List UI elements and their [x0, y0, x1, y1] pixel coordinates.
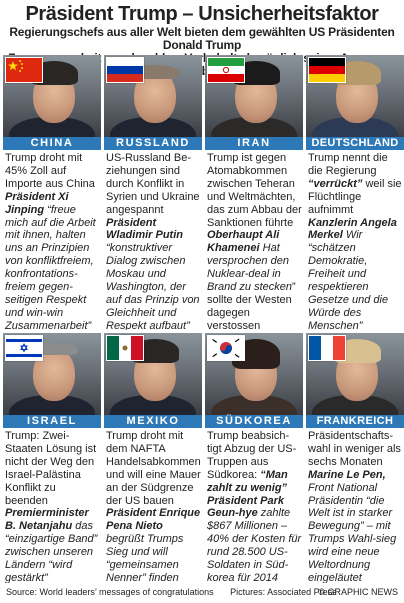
- iran-flag-icon: [207, 57, 245, 83]
- leader-quote: Wir “schätzen Demokratie, Freiheit und respektieren Gesetze und die Würde des Menschen”: [308, 229, 389, 330]
- cell-russland: [104, 55, 202, 330]
- source-text: Source: World leaders’ messages of congratulations: [6, 587, 214, 597]
- quoted-phrase: “Man zahlt zu wenig”: [207, 468, 288, 494]
- leader-quote: das “einzigartige Band” zwischen unseren Ländern “wird gestärkt”: [5, 520, 98, 583]
- cell-frankreich: [306, 333, 404, 583]
- context-text: Präsidentschafts-wahl in weniger als sechs Monaten: [308, 430, 401, 468]
- cell-text: [5, 430, 100, 583]
- cell-suedkorea: [205, 333, 303, 583]
- cell-iran: [205, 55, 303, 330]
- context-text: Trump nennt die die Regierung: [308, 152, 388, 177]
- country-label: FRANKREICH: [306, 415, 404, 428]
- country-label: CHINA: [3, 137, 101, 150]
- country-label: DEUTSCHLAND: [306, 137, 404, 150]
- cell-text: [207, 430, 302, 583]
- leader-name: Premierminister B. Netanjahu: [5, 507, 89, 533]
- leader-quote-end: ” sollte der Westen dagegen verstossen: [207, 281, 296, 330]
- cell-china: [3, 55, 101, 330]
- leader-name: Präsident Xi Jinping: [5, 190, 69, 216]
- france-flag-icon: [308, 335, 346, 361]
- cell-text: [106, 152, 201, 330]
- leader-name: Kanzlerin Angela Merkel: [308, 216, 397, 242]
- leader-quote: Hat versprochen den Nuklear-deal in Brand zu stecken: [207, 242, 292, 294]
- leader-quote: begrüßt Trumps Sieg und will “gemeinsamen Nenner” finden: [106, 533, 184, 583]
- israel-flag-icon: [5, 335, 43, 361]
- leader-quote: “freue mich auf die Arbeit mit ihnen, halten uns an Prinzipien von konfliktfreiem, konfrontations-freiem gegen-seitigen Respekt und win-win Zusammenarbeit”: [5, 203, 96, 330]
- context-text-2: weil sie Flüchtlinge aufnimmt: [308, 177, 402, 216]
- cell-text: [5, 152, 100, 330]
- cell-deutschland: [306, 55, 404, 330]
- cell-text: [308, 152, 403, 330]
- leader-quote: “konstruktiver Dialog zwischen Moskau und Washington, der auf das Prinzip von Gleichheit und Respekt aufbaut”: [106, 242, 200, 330]
- leader-name: Präsident Park Geun-hye: [207, 494, 285, 520]
- cell-israel: [3, 333, 101, 583]
- quoted-word: “verrückt”: [308, 177, 363, 190]
- russia-flag-icon: [106, 57, 144, 83]
- context-text: Trump ist gegen Atomabkommen zwischen Teheran und Weltmächten, das zum Abbau der Sanktionen führte: [207, 152, 302, 229]
- context-text: Trump droht mit 45% Zoll auf Importe aus China: [5, 152, 95, 190]
- footer: [6, 587, 398, 598]
- pictures-credit: Pictures: Associated Press: [230, 587, 337, 597]
- context-text: Trump droht mit dem NAFTA Handelsabkommen und will eine Mauer an der Südgrenze der US bauen: [106, 430, 201, 507]
- leader-name: Marine Le Pen,: [308, 468, 386, 481]
- leader-name: Oberhaupt Ali Khamenei: [207, 229, 280, 255]
- context-text: US-Russland Be-ziehungen sind durch Konflikt in Syrien und Ukraine angespannt: [106, 152, 200, 216]
- copyright: © GRAPHIC NEWS: [318, 587, 398, 597]
- page-title: Präsident Trump – Unsicherheitsfaktor: [25, 3, 379, 25]
- context-text: Trump: Zwei-Staaten Lösung ist nicht der Weg den Israel-Palästina Konflikt zu beenden: [5, 430, 97, 507]
- country-label: ISRAEL: [3, 415, 101, 428]
- country-label: RUSSLAND: [104, 137, 202, 150]
- leader-name: Präsident Enrique Pena Nieto: [106, 507, 201, 533]
- south-korea-flag-icon: [207, 335, 245, 361]
- country-label: IRAN: [205, 137, 303, 150]
- leader-quote: zahlte $867 Millionen – 40% der Kosten für rund 28.500 US-Soldaten in Süd-korea für 2014: [207, 507, 302, 583]
- cell-text: [207, 152, 302, 330]
- context-text: Trump beabsich-tigt Abzug der US-Truppen aus Südkorea:: [207, 430, 297, 481]
- mexico-flag-icon: [106, 335, 144, 361]
- country-label: SÜDKOREA: [205, 415, 303, 428]
- cell-text: [308, 430, 403, 583]
- country-label: MEXIKO: [104, 415, 202, 428]
- china-flag-icon: [5, 57, 43, 83]
- cell-text: [106, 430, 201, 583]
- leader-name: Präsident Wladimir Putin: [106, 216, 183, 242]
- subtitle-line-1: Regierungschefs aus aller Welt bieten dem gewählten US Präsidenten Donald Trump: [9, 25, 395, 52]
- germany-flag-icon: [308, 57, 346, 83]
- cell-mexiko: [104, 333, 202, 583]
- leader-quote: Front National Präsidentin “die Welt ist in starker Bewegung” – mit Trumps Wahl-sieg wird eine neue Weltordnung eingeläutet: [308, 481, 397, 583]
